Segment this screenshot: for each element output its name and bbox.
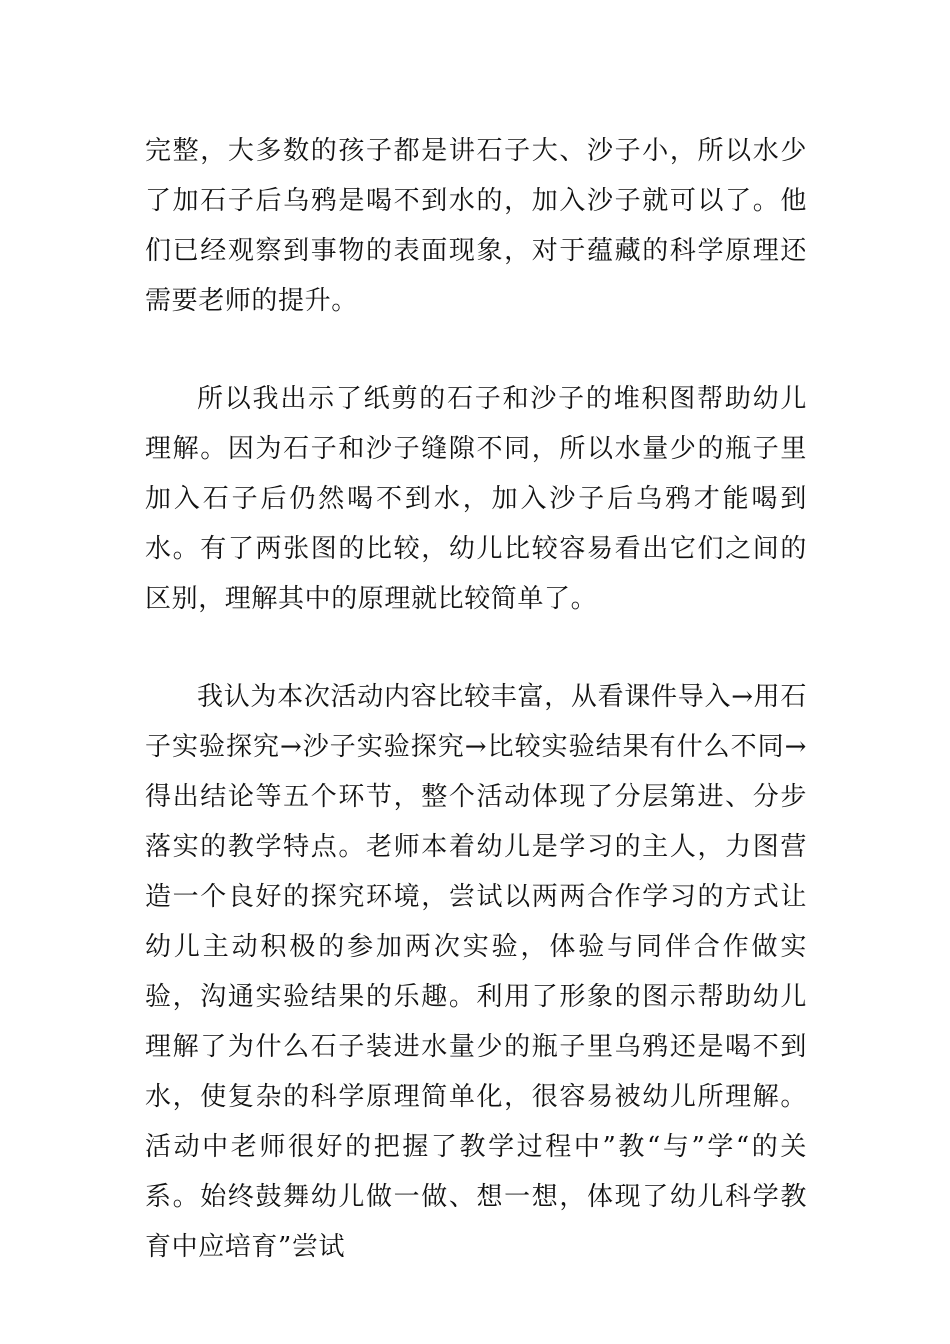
paragraph-3: 我认为本次活动内容比较丰富，从看课件导入→用石子实验探究→沙子实验探究→比较实验结果有什么不同→得出结论等五个环节，整个活动体现了分层第进、分步落实的教学特点。老师本着幼儿是学习的主人，力图营造一个良好的探究环境，尝试以两两合作学习的方式让幼儿主动积极的参加两次实验，体验与同伴合作做实验，沟通实验结果的乐趣。利用了形象的图示帮助幼儿理解了为什么石子装进水量少的瓶子里乌鸦还是喝不到水，使复杂的科学原理简单化，很容易被幼儿所理解。活动中老师很好的把握了教学过程中”教“与”学“的关系。始终鼓舞幼儿做一做、想一想，体现了幼儿科学教育中应培育”尝试 xyxy=(145,682,807,1262)
paragraph-1: 完整，大多数的孩子都是讲石子大、沙子小，所以水少了加石子后乌鸦是喝不到水的，加入沙子就可以了。他们已经观察到事物的表面现象，对于蕴藏的科学原理还需要老师的提升。 xyxy=(145,136,807,316)
paragraph-2: 所以我出示了纸剪的石子和沙子的堆积图帮助幼儿理解。因为石子和沙子缝隙不同，所以水量少的瓶子里加入石子后仍然喝不到水，加入沙子后乌鸦才能喝到水。有了两张图的比较，幼儿比较容易看出它们之间的区别，理解其中的原理就比较简单了。 xyxy=(145,384,807,614)
